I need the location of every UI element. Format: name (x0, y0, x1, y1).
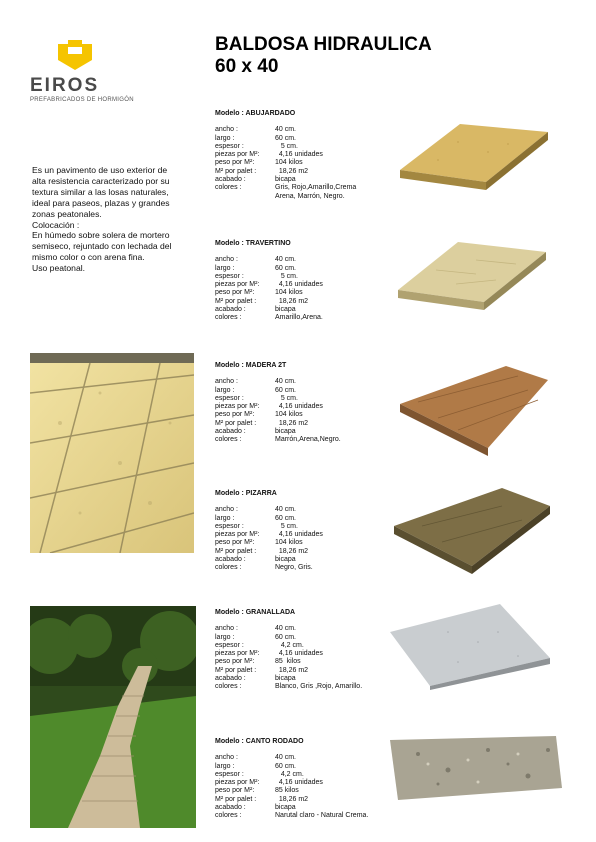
spec-key: colores : (215, 683, 242, 691)
spec-key: peso por M²: (215, 787, 255, 795)
spec-key: peso por M²: (215, 411, 255, 419)
intro-line: alta resistencia caracterizado por su (32, 175, 170, 186)
spec-key: piezas por M²: (215, 650, 260, 658)
spec-row (215, 151, 356, 159)
spec-value: bicapa (275, 176, 296, 184)
spec-value: 18,26 m2 (275, 167, 309, 175)
tile-granallada-image (388, 602, 552, 690)
spec-key: largo : (215, 514, 235, 522)
spec-key: M² por palet : (215, 419, 257, 427)
spec-row (215, 436, 341, 444)
spec-row (215, 176, 356, 184)
paving-photo-plaza (30, 353, 194, 553)
spec-value: 60 cm. (275, 762, 297, 770)
spec-row (215, 683, 362, 691)
spec-key: piezas por M²: (215, 531, 260, 539)
spec-key: largo : (215, 386, 235, 394)
spec-value: 60 cm. (275, 386, 297, 394)
spec-row (215, 548, 323, 556)
spec-row (215, 403, 341, 411)
spec-row (215, 763, 368, 771)
spec-row (215, 625, 362, 633)
title-line-2: 60 x 40 (215, 56, 279, 77)
logo-wordmark: EIROS (30, 75, 100, 96)
spec-value: 40 cm. (275, 256, 297, 264)
spec-value: 18,26 m2 (275, 547, 309, 555)
spec-row (215, 143, 356, 151)
spec-row (215, 675, 362, 683)
spec-value: bicapa (275, 804, 296, 812)
intro-line: Colocación : (32, 219, 80, 230)
spec-row (215, 193, 356, 201)
spec-value: 60 cm. (275, 264, 297, 272)
eiros-logo-mark-icon (56, 38, 94, 72)
spec-row (215, 168, 356, 176)
spec-value: Negro, Gris. (275, 564, 313, 572)
spec-value: 40 cm. (275, 754, 297, 762)
spec-key: M² por palet : (215, 666, 257, 674)
spec-key: espesor : (215, 394, 244, 402)
spec-value: 104 kilos (275, 289, 303, 297)
spec-value: 5 cm. (275, 142, 298, 150)
spec-key: colores : (215, 314, 242, 322)
spec-value: 5 cm. (275, 522, 298, 530)
model-travertino (215, 240, 323, 323)
spec-row (215, 564, 323, 572)
spec-key: largo : (215, 134, 235, 142)
model-title: Modelo : GRANALLADA (215, 609, 296, 616)
spec-row (215, 634, 362, 642)
spec-value: 18,26 m2 (275, 666, 309, 674)
spec-row (215, 411, 341, 419)
spec-row (215, 523, 323, 531)
spec-value: bicapa (275, 556, 296, 564)
spec-key: ancho : (215, 754, 238, 762)
spec-key: M² por palet : (215, 547, 257, 555)
spec-row (215, 642, 362, 650)
spec-value: Amarillo,Arena. (275, 314, 323, 322)
spec-value: 40 cm. (275, 506, 297, 514)
model-title: Modelo : TRAVERTINO (215, 240, 291, 247)
spec-row (215, 812, 368, 820)
spec-row (215, 796, 368, 804)
spec-row (215, 298, 323, 306)
spec-row (215, 771, 368, 779)
spec-value: 60 cm. (275, 633, 297, 641)
spec-key: piezas por M²: (215, 779, 260, 787)
spec-value: 104 kilos (275, 539, 303, 547)
tile-abujardado-image (398, 122, 550, 212)
spec-value: 40 cm. (275, 126, 297, 134)
title-line-1: BALDOSA HIDRAULICA (215, 34, 432, 55)
spec-value: Blanco, Gris ,Rojo, Amarillo. (275, 683, 363, 691)
spec-key: ancho : (215, 378, 238, 386)
model-abujardado (215, 110, 356, 201)
spec-row (215, 378, 341, 386)
spec-key: espesor : (215, 142, 244, 150)
intro-line: ideal para paseos, plazas y grandes (32, 197, 170, 208)
spec-key: acabado : (215, 804, 246, 812)
spec-key: largo : (215, 633, 235, 641)
spec-row (215, 281, 323, 289)
spec-key: largo : (215, 264, 235, 272)
page-title (215, 34, 432, 78)
spec-row (215, 126, 356, 134)
spec-key: espesor : (215, 641, 244, 649)
spec-row (215, 804, 368, 812)
spec-key: colores : (215, 184, 242, 192)
spec-value: 4,16 unidades (275, 650, 323, 658)
spec-row (215, 135, 356, 143)
spec-key: acabado : (215, 306, 246, 314)
model-title: Modelo : CANTO RODADO (215, 738, 304, 745)
spec-value: Gris, Rojo,Amarillo,Crema (275, 184, 357, 192)
spec-value: 4,16 unidades (275, 281, 323, 289)
spec-key: piezas por M²: (215, 151, 260, 159)
spec-row (215, 667, 362, 675)
spec-value: Marrón,Arena,Negro. (275, 436, 341, 444)
spec-row (215, 395, 341, 403)
spec-value: 4,16 unidades (275, 779, 323, 787)
spec-value: 5 cm. (275, 394, 298, 402)
spec-row (215, 754, 368, 762)
spec-key: peso por M²: (215, 159, 255, 167)
spec-key: peso por M²: (215, 289, 255, 297)
spec-row (215, 779, 368, 787)
spec-value: 60 cm. (275, 514, 297, 522)
intro-line: semiseco, rejuntado con lechada del (32, 241, 172, 252)
spec-key: ancho : (215, 506, 238, 514)
intro-line: mismo color o con arena fina. (32, 252, 145, 263)
spec-key: largo : (215, 762, 235, 770)
spec-value: 104 kilos (275, 411, 303, 419)
tile-madera-image (398, 360, 550, 458)
spec-value: 85 kilos (275, 787, 299, 795)
spec-key: colores : (215, 436, 242, 444)
tile-pizarra-image (392, 486, 552, 576)
spec-row (215, 314, 323, 322)
spec-row (215, 787, 368, 795)
spec-value: 4,16 unidades (275, 531, 323, 539)
spec-value: 18,26 m2 (275, 795, 309, 803)
model-title: Modelo : ABUJARDADO (215, 110, 296, 117)
spec-row (215, 387, 341, 395)
spec-key (215, 193, 275, 201)
spec-value: 104 kilos (275, 159, 303, 167)
spec-key: colores : (215, 812, 242, 820)
intro-text (32, 165, 202, 274)
spec-row (215, 256, 323, 264)
spec-value: 85 kilos (275, 658, 301, 666)
spec-value: 40 cm. (275, 378, 297, 386)
spec-key: ancho : (215, 256, 238, 264)
model-title: Modelo : PIZARRA (215, 490, 277, 497)
spec-row (215, 539, 323, 547)
spec-value: 4,2 cm. (275, 641, 304, 649)
spec-row (215, 506, 323, 514)
spec-row (215, 420, 341, 428)
spec-key: acabado : (215, 556, 246, 564)
spec-value: Narutal claro - Natural Crema. (275, 812, 369, 820)
spec-row (215, 159, 356, 167)
spec-value: bicapa (275, 306, 296, 314)
spec-row (215, 184, 356, 192)
intro-line: textura similar a las losas naturales, (32, 186, 169, 197)
spec-key: ancho : (215, 126, 238, 134)
model-madera-2t (215, 362, 341, 445)
spec-row (215, 556, 323, 564)
spec-key: peso por M²: (215, 539, 255, 547)
spec-key: M² por palet : (215, 167, 257, 175)
spec-key: piezas por M²: (215, 403, 260, 411)
spec-key: piezas por M²: (215, 281, 260, 289)
spec-row (215, 428, 341, 436)
spec-key: peso por M²: (215, 658, 255, 666)
spec-key: ancho : (215, 625, 238, 633)
intro-line: En húmedo sobre solera de mortero (32, 230, 170, 241)
model-granallada (215, 609, 362, 692)
spec-value: 60 cm. (275, 134, 297, 142)
spec-value: 4,16 unidades (275, 151, 323, 159)
intro-line: zonas peatonales. (32, 208, 102, 219)
spec-value: 5 cm. (275, 272, 298, 280)
paving-photo-garden-path (30, 606, 196, 828)
model-canto-rodado (215, 738, 368, 821)
spec-row (215, 531, 323, 539)
spec-value: 40 cm. (275, 625, 297, 633)
spec-key: acabado : (215, 176, 246, 184)
spec-value: bicapa (275, 675, 296, 683)
spec-row (215, 273, 323, 281)
tile-travertino-image (396, 240, 548, 332)
spec-key: espesor : (215, 522, 244, 530)
model-pizarra (215, 490, 323, 573)
spec-key: espesor : (215, 770, 244, 778)
spec-value: 4,2 cm. (275, 770, 304, 778)
intro-line: Uso peatonal. (32, 263, 86, 274)
logo-tagline: PREFABRICADOS DE HORMIGÓN (30, 97, 134, 103)
spec-row (215, 658, 362, 666)
spec-key: colores : (215, 564, 242, 572)
spec-key: M² por palet : (215, 297, 257, 305)
spec-value: Arena, Marrón, Negro. (275, 192, 345, 200)
model-title: Modelo : MADERA 2T (215, 362, 287, 369)
spec-row (215, 265, 323, 273)
tile-canto-rodado-image (388, 720, 564, 804)
spec-value: 4,16 unidades (275, 403, 323, 411)
spec-value: 18,26 m2 (275, 297, 309, 305)
spec-row (215, 306, 323, 314)
spec-row (215, 289, 323, 297)
spec-value: 18,26 m2 (275, 419, 309, 427)
spec-row (215, 515, 323, 523)
spec-key: espesor : (215, 272, 244, 280)
intro-line: Es un pavimento de uso exterior de (32, 165, 168, 175)
spec-row (215, 650, 362, 658)
spec-key: acabado : (215, 675, 246, 683)
spec-value: bicapa (275, 428, 296, 436)
spec-key: M² por palet : (215, 795, 257, 803)
spec-key: acabado : (215, 428, 246, 436)
